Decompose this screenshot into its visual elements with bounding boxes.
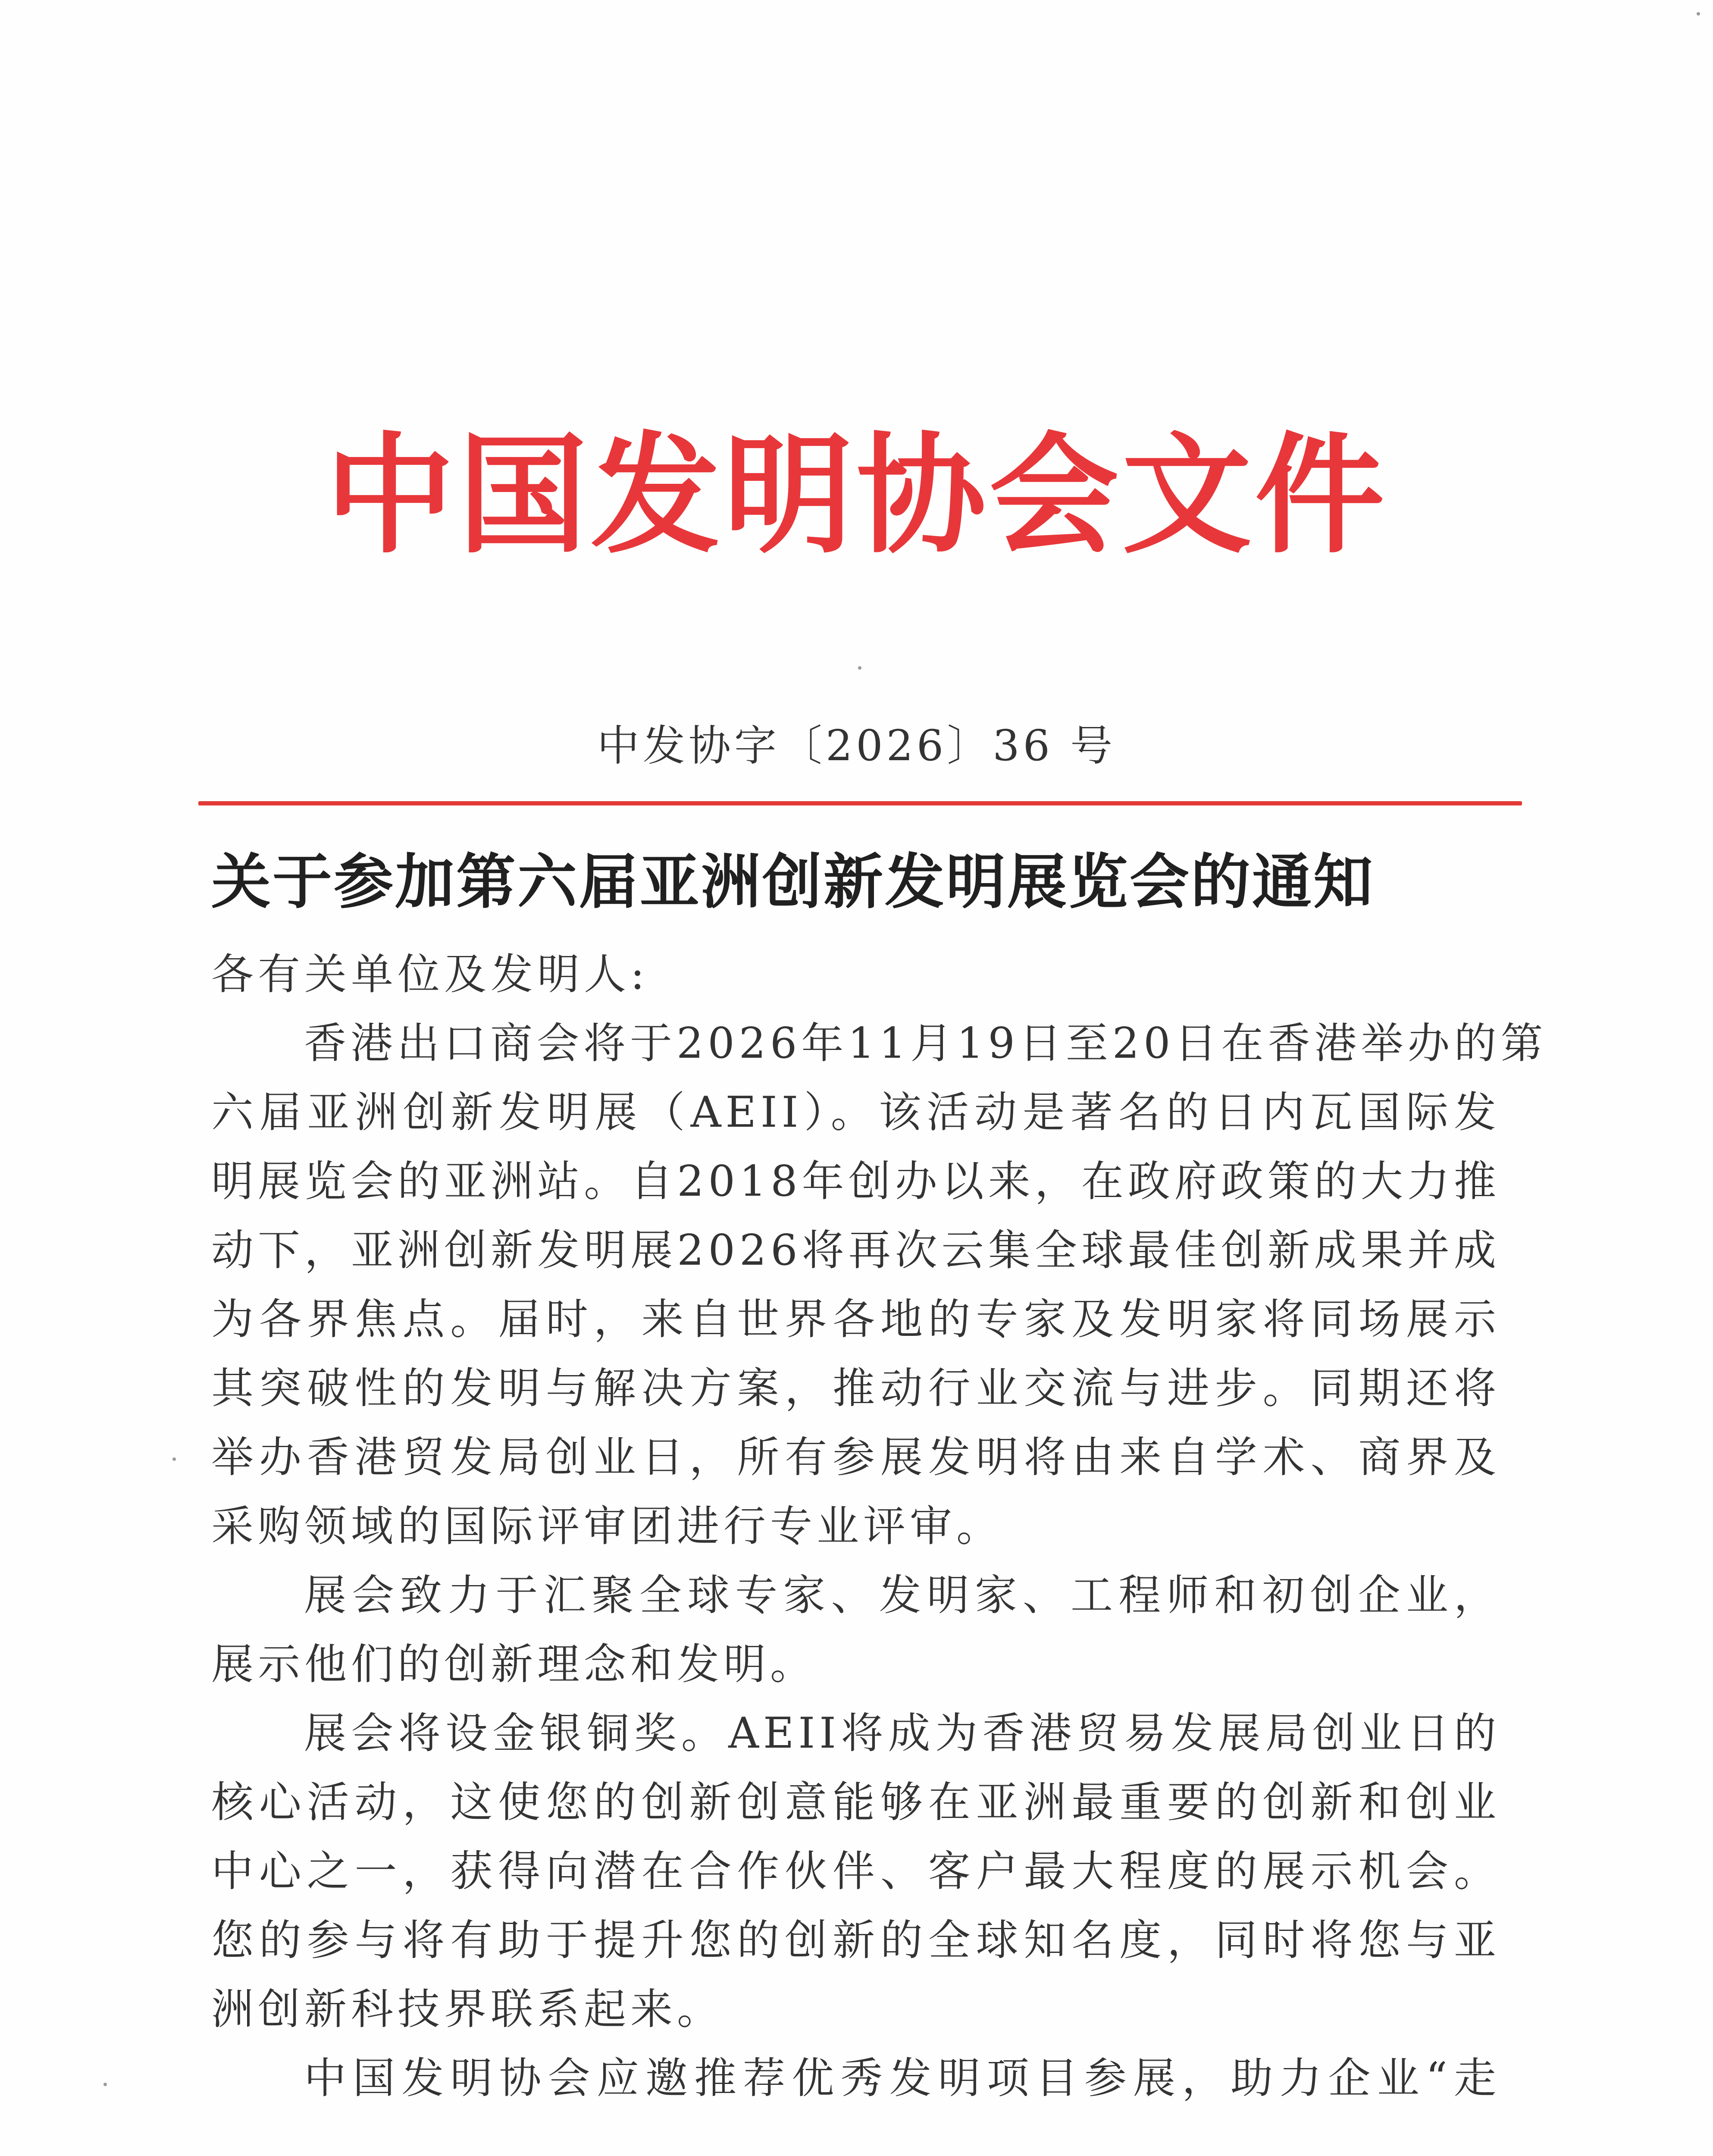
body-line: 动下，亚洲创新发明展2026将再次云集全球最佳创新成果并成 — [211, 1226, 1500, 1275]
body-text — [211, 1009, 1547, 2113]
body-line: 展会致力于汇聚全球专家、发明家、工程师和初创企业， — [304, 1571, 1500, 1620]
masthead-title: 中国发明协会文件 — [325, 420, 1388, 571]
body-line: 其突破性的发明与解决方案，推动行业交流与进步。同期还将 — [211, 1364, 1500, 1413]
body-line: 洲创新科技界联系起来。 — [211, 1985, 724, 2034]
red-divider-rule — [198, 801, 1522, 805]
salutation: 各有关单位及发明人: — [211, 950, 649, 999]
body-line: 明展览会的亚洲站。自2018年创办以来，在政府政策的大力推 — [211, 1157, 1500, 1206]
body-line: 核心活动，这使您的创新创意能够在亚洲最重要的创新和创业 — [211, 1778, 1500, 1827]
body-line: 展会将设金银铜奖。AEII将成为香港贸易发展局创业日的 — [304, 1709, 1500, 1758]
body-line: 为各界焦点。届时，来自世界各地的专家及发明家将同场展示 — [211, 1295, 1500, 1344]
notice-title: 关于参加第六届亚洲创新发明展览会的通知 — [211, 846, 1375, 917]
scan-speck — [858, 666, 861, 670]
scan-speck — [172, 1457, 176, 1461]
body-line: 您的参与将有助于提升您的创新的全球知名度，同时将您与亚 — [211, 1916, 1500, 1965]
body-line: 举办香港贸发局创业日，所有参展发明将由来自学术、商界及 — [211, 1433, 1500, 1482]
body-line: 中国发明协会应邀推荐优秀发明项目参展，助力企业“走 — [304, 2054, 1500, 2103]
document-number: 中发协字〔2026〕36 号 — [597, 721, 1116, 771]
body-line: 展示他们的创新理念和发明。 — [211, 1640, 817, 1689]
scan-speck — [103, 2083, 107, 2086]
body-line: 采购领域的国际评审团进行专业评审。 — [211, 1502, 1003, 1551]
body-line: 香港出口商会将于2026年11月19日至20日在香港举办的第 — [304, 1019, 1547, 1068]
body-line: 六届亚洲创新发明展（AEII）。该活动是著名的日内瓦国际发 — [211, 1088, 1500, 1137]
body-line: 中心之一，获得向潜在合作伙伴、客户最大程度的展示机会。 — [211, 1847, 1500, 1896]
scan-speck — [1697, 12, 1700, 16]
